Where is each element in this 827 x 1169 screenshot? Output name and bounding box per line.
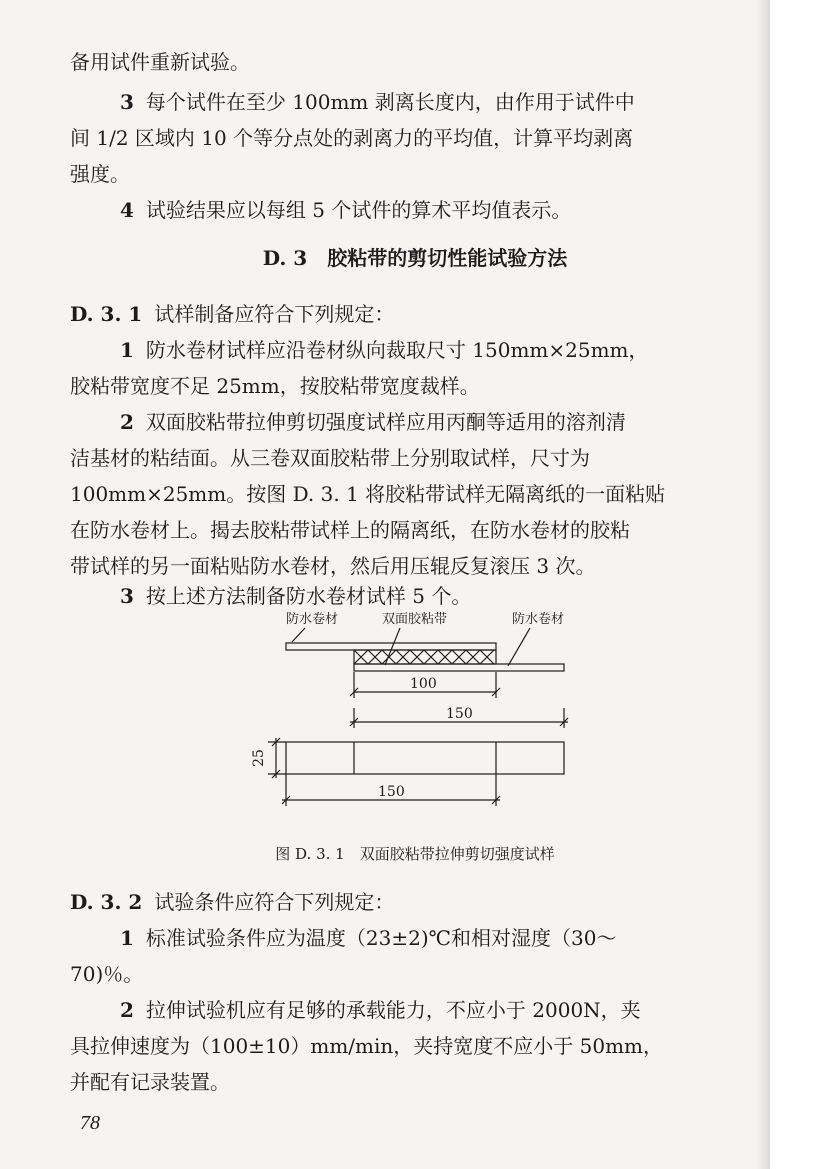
section-heading: D. 3 胶粘带的剪切性能试验方法 xyxy=(262,246,568,270)
paragraph-item-4 xyxy=(70,192,760,228)
dimension-width-25: 25 xyxy=(250,749,267,767)
list-item-1 xyxy=(70,332,760,368)
list-item-2-conditions xyxy=(70,992,760,1028)
label-waterproof-membrane-right: 防水卷材 xyxy=(512,612,565,627)
paragraph-line: 洁基材的粘结面。从三卷双面胶粘带上分别取试样，尺寸为 xyxy=(70,446,590,470)
figure-caption: 图 D. 3. 1 双面胶粘带拉伸剪切强度试样 xyxy=(275,845,555,863)
clause-number: D. 3. 1 xyxy=(70,302,143,326)
label-waterproof-membrane-left: 防水卷材 xyxy=(286,612,339,627)
dimension-length-150-top: 150 xyxy=(446,706,473,722)
item-number: 2 xyxy=(120,410,134,434)
paragraph-text: 双面胶粘带拉伸剪切强度试样应用丙酮等适用的溶剂清 xyxy=(145,410,626,434)
paragraph-line: 100mm×25mm。按图 D. 3. 1 将胶粘带试样无隔离纸的一面粘贴 xyxy=(70,482,666,506)
list-item-3 xyxy=(70,578,760,614)
paragraph-text: 按上述方法制备防水卷材试样 5 个。 xyxy=(145,584,472,608)
paragraph-line: 胶粘带宽度不足 25mm，按胶粘带宽度裁样。 xyxy=(70,374,480,398)
page-number: 78 xyxy=(80,1112,100,1134)
page-edge-shadow xyxy=(756,0,770,1169)
paragraph-line: 并配有记录装置。 xyxy=(70,1070,230,1094)
dimension-length-150-bottom: 150 xyxy=(378,784,405,800)
list-item-1-conditions xyxy=(70,920,760,956)
paragraph-text: 拉伸试验机应有足够的承载能力，不应小于 2000N，夹 xyxy=(145,998,641,1022)
item-number: 1 xyxy=(120,338,134,362)
paragraph-item-3 xyxy=(70,84,760,120)
figure-specimen-diagram xyxy=(250,610,600,820)
paragraph-line: 强度。 xyxy=(70,162,130,186)
list-item-2 xyxy=(70,404,760,440)
paragraph-text: 防水卷材试样应沿卷材纵向裁取尺寸 150mm×25mm， xyxy=(145,338,649,362)
paragraph-text: 每个试件在至少 100mm 剥离长度内，由作用于试件中 xyxy=(145,90,635,114)
clause-d-3-1 xyxy=(70,296,760,332)
paragraph-line: 间 1/2 区域内 10 个等分点处的剥离力的平均值，计算平均剥离 xyxy=(70,126,634,150)
paragraph-text: 标准试验条件应为温度（23±2)℃和相对湿度（30～ xyxy=(145,926,617,950)
paragraph-line: 带试样的另一面粘贴防水卷材，然后用压辊反复滚压 3 次。 xyxy=(70,554,596,578)
paragraph-continuation: 备用试件重新试验。 xyxy=(70,50,250,74)
paragraph-line: 在防水卷材上。揭去胶粘带试样上的隔离纸，在防水卷材的胶粘 xyxy=(70,518,630,542)
paragraph-line: 70)％。 xyxy=(70,962,144,986)
label-double-sided-tape: 双面胶粘带 xyxy=(382,612,448,627)
dimension-overlap-100: 100 xyxy=(410,676,437,692)
item-number: 3 xyxy=(120,90,134,114)
clause-text: 试样制备应符合下列规定： xyxy=(154,302,395,326)
item-number: 1 xyxy=(120,926,134,950)
item-number: 3 xyxy=(120,584,134,608)
item-number: 4 xyxy=(120,198,134,222)
clause-d-3-2 xyxy=(70,884,760,920)
item-number: 2 xyxy=(120,998,134,1022)
clause-number: D. 3. 2 xyxy=(70,890,143,914)
paragraph-line: 具拉伸速度为（100±10）mm/min，夹持宽度不应小于 50mm， xyxy=(70,1034,664,1058)
clause-text: 试验条件应符合下列规定： xyxy=(154,890,395,914)
specimen-drawing xyxy=(250,610,600,820)
paragraph-text: 试验结果应以每组 5 个试件的算术平均值表示。 xyxy=(145,198,572,222)
